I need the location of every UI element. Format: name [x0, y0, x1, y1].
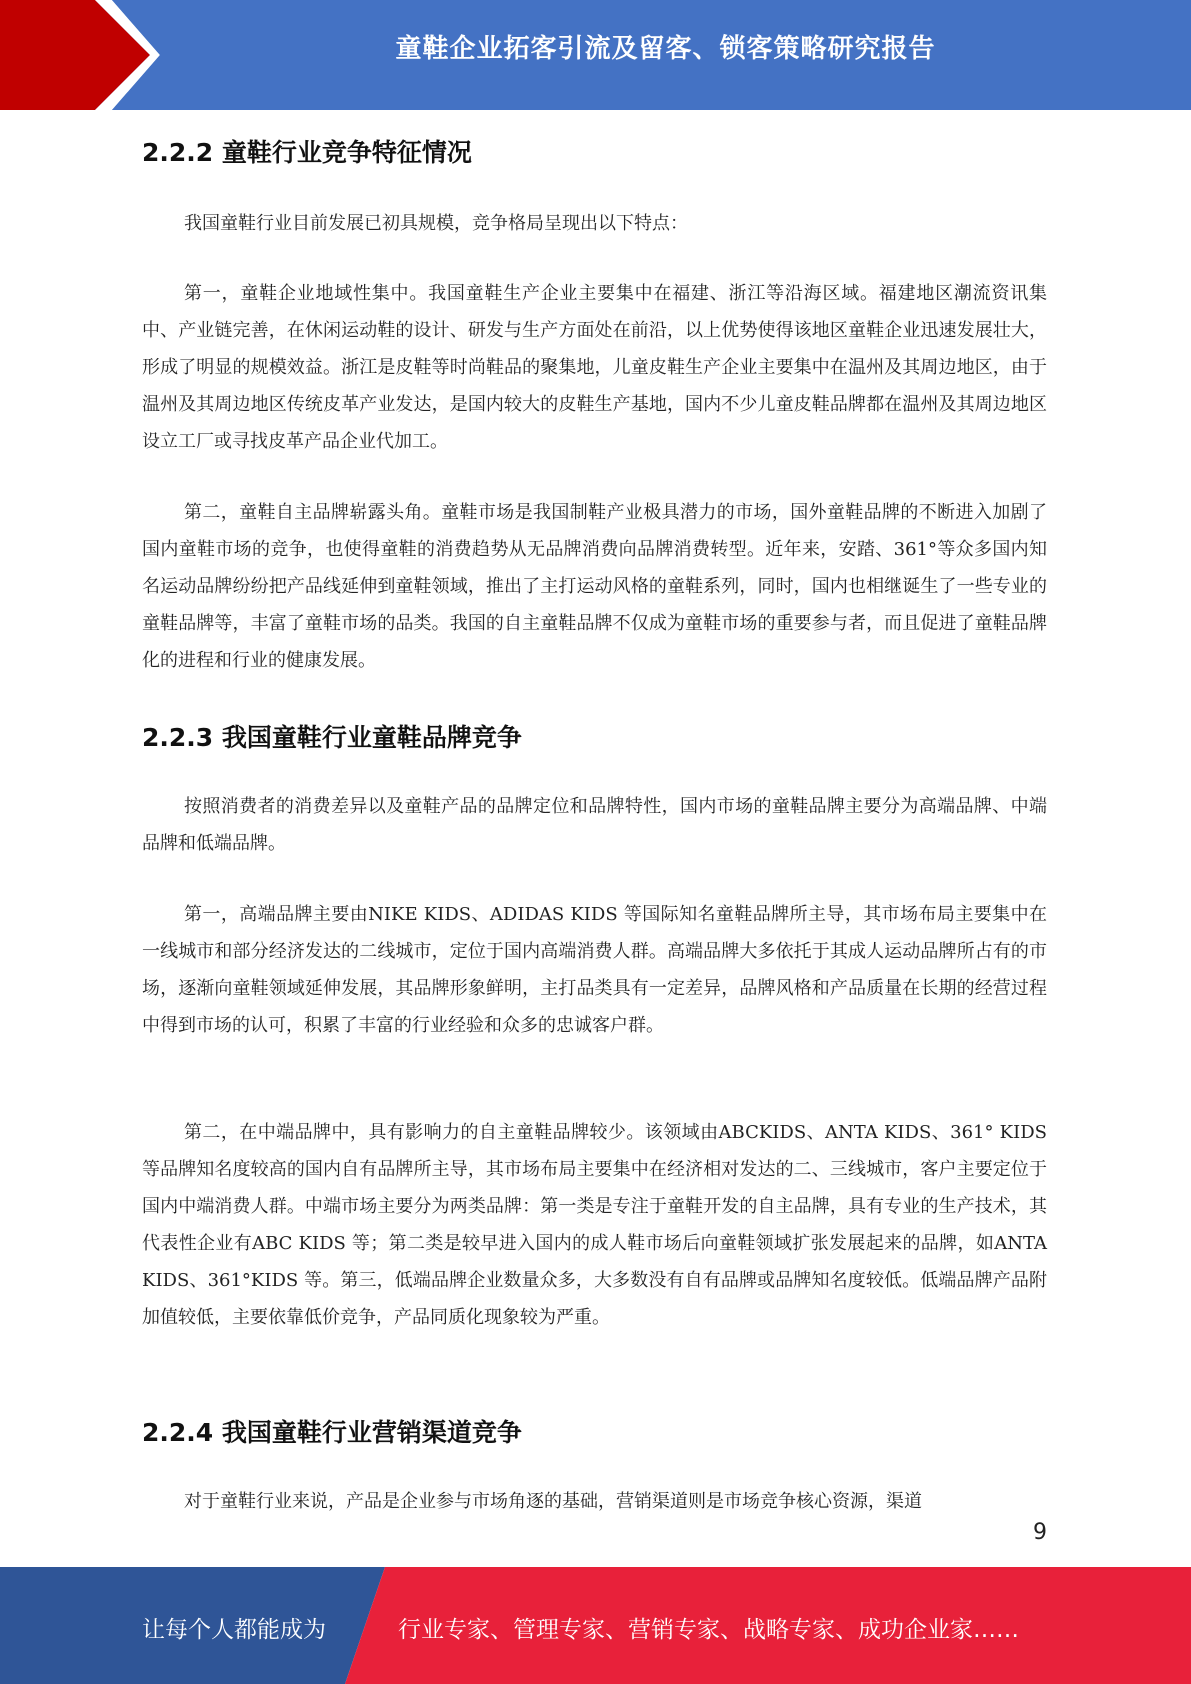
footer-slogan-left: 让每个人都能成为: [142, 1617, 326, 1643]
section-heading-2-2-2: 2.2.2 童鞋行业竞争特征情况: [142, 138, 472, 167]
footer-slogan-right: 行业专家、管理专家、营销专家、战略专家、成功企业家……: [398, 1617, 1019, 1643]
paragraph: 对于童鞋行业来说，产品是企业参与市场角逐的基础，营销渠道则是市场竞争核心资源，渠道: [184, 1491, 922, 1512]
paragraph: 我国童鞋行业目前发展已初具规模，竞争格局呈现出以下特点：: [184, 213, 688, 234]
page-number: 9: [1033, 1520, 1047, 1545]
footer-banner: [0, 1567, 1191, 1684]
paragraph: 第一，童鞋企业地域性集中。我国童鞋生产企业主要集中在福建、浙江等沿海区域。福建地区潮流资讯集中、产业链完善，在休闲运动鞋的设计、研发与生产方面处在前沿，以上优势使得该地区童鞋企业迅速发展壮大，形成了明显的规模效益。浙江是皮鞋等时尚鞋品的聚集地，儿童皮鞋生产企业主要集中在温州及其周边地区，由于温州及其周边地区传统皮革产业发达，是国内较大的皮鞋生产基地，国内不少儿童皮鞋品牌都在温州及其周边地区设立工厂或寻找皮革产品企业代加工。: [142, 283, 1047, 452]
report-title: 童鞋企业拓客引流及留客、锁客策略研究报告: [395, 34, 936, 64]
paragraph: 按照消费者的消费差异以及童鞋产品的品牌定位和品牌特性，国内市场的童鞋品牌主要分为高端品牌、中端品牌和低端品牌。: [142, 796, 1047, 854]
paragraph: 第一，高端品牌主要由NIKE KIDS、ADIDAS KIDS 等国际知名童鞋品牌所主导，其市场布局主要集中在一线城市和部分经济发达的二线城市，定位于国内高端消费人群。高端品牌大多依托于其成人运动品牌所占有的市场，逐渐向童鞋领域延伸发展，其品牌形象鲜明，主打品类具有一定差异，品牌风格和产品质量在长期的经营过程中得到市场的认可，积累了丰富的行业经验和众多的忠诚客户群。: [142, 904, 1047, 1036]
section-heading-2-2-3: 2.2.3 我国童鞋行业童鞋品牌竞争: [142, 723, 522, 752]
section-heading-2-2-4: 2.2.4 我国童鞋行业营销渠道竞争: [142, 1418, 522, 1447]
header-banner: [0, 0, 1191, 110]
red-chevron-icon: [0, 0, 160, 110]
paragraph: 第二，在中端品牌中，具有影响力的自主童鞋品牌较少。该领域由ABCKIDS、ANTA KIDS、361° KIDS 等品牌知名度较高的国内自有品牌所主导，其市场布局主要集中在经济相对发达的二、三线城市，客户主要定位于国内中端消费人群。中端市场主要分为两类品牌：第一类是专注于童鞋开发的自主品牌，具有专业的生产技术，其代表性企业有ABC KIDS 等；第二类是较早进入国内的成人鞋市场后向童鞋领域扩张发展起来的品牌，如ANTA KIDS、361°KIDS 等。第三，低端品牌企业数量众多，大多数没有自有品牌或品牌知名度较低。低端品牌产品附加值较低，主要依靠低价竞争，产品同质化现象较为严重。: [142, 1122, 1047, 1328]
paragraph: 第二，童鞋自主品牌崭露头角。童鞋市场是我国制鞋产业极具潜力的市场，国外童鞋品牌的不断进入加剧了国内童鞋市场的竞争，也使得童鞋的消费趋势从无品牌消费向品牌消费转型。近年来，安踏、361°等众多国内知名运动品牌纷纷把产品线延伸到童鞋领域，推出了主打运动风格的童鞋系列，同时，国内也相继诞生了一些专业的童鞋品牌等，丰富了童鞋市场的品类。我国的自主童鞋品牌不仅成为童鞋市场的重要参与者，而且促进了童鞋品牌化的进程和行业的健康发展。: [142, 502, 1047, 671]
